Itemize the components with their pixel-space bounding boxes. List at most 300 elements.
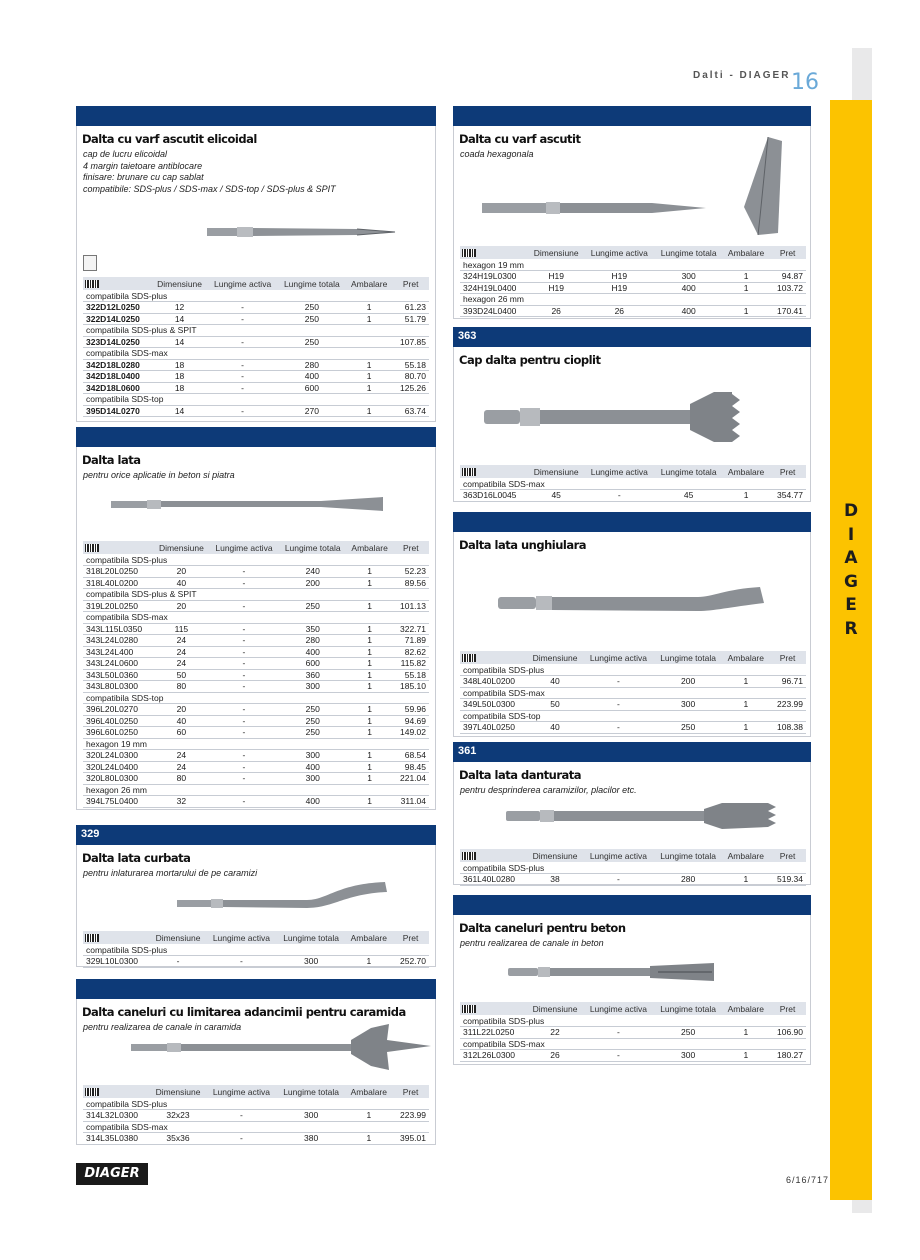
cell-code: 343L50L0360 [83,669,154,681]
toothed-chisel-image [506,799,780,833]
cell-tot: 280 [278,359,346,371]
column-header: Lungime totala [279,541,347,554]
sidebar-letter: D [843,501,859,521]
column-header: Lungime totala [277,1085,346,1098]
cell-tot: 300 [654,1050,723,1062]
cell-amb: 1 [347,669,393,681]
column-header: Ambalare [346,931,393,944]
table-row [460,282,806,294]
cell-tot: 300 [277,956,346,968]
cell-pret: 68.54 [393,750,429,762]
cell-code: 320L24L0400 [83,761,154,773]
group-label: compatibila SDS-plus [83,554,429,566]
cell-amb: 1 [347,600,393,612]
cell-tot: 200 [654,676,723,688]
table-row [460,699,806,711]
table-row [83,1133,429,1145]
table-header-row [460,651,806,664]
cell-act: - [208,302,278,314]
spec-table [83,541,429,808]
cell-code: 322D14L0250 [83,313,152,325]
product-title: Dalta cu varf ascutit [459,132,581,146]
section-header-bar [453,742,811,762]
cell-tot: 300 [654,699,723,711]
column-header: Ambalare [723,1002,770,1015]
group-label: compatibila SDS-max [460,687,806,699]
cell-act: - [209,577,279,589]
column-header: Pret [769,246,806,259]
table-group-row [83,348,429,360]
cell-tot: 250 [279,727,347,739]
cell-pret: 59.96 [393,704,429,716]
product-section [453,327,811,502]
cell-code: 342D18L0400 [83,371,152,383]
table-header-row [460,1002,806,1015]
product-title: Dalta lata danturata [459,768,582,782]
cell-act: - [208,336,278,348]
table-header-row [460,465,806,478]
cell-pret: 354.77 [769,490,806,502]
cell-amb: 1 [347,623,393,635]
cell-code: 396L20L0270 [83,704,154,716]
cell-pret: 55.18 [392,359,429,371]
cell-amb: 1 [723,874,770,886]
section-header-bar [453,327,811,347]
cell-tot: 250 [279,704,347,716]
product-section [453,895,811,1065]
group-label: hexagon 19 mm [83,738,429,750]
description-line: cap de lucru elicoidal [83,149,168,159]
spec-table [460,651,806,734]
table-group-row [83,325,429,337]
section-header-bar [76,825,436,845]
sidebar-letter: E [845,595,857,615]
cell-code: 343L24L0600 [83,658,154,670]
cell-amb: 1 [347,635,393,647]
curved-chisel-image [177,878,389,920]
cell-pret: 51.79 [392,313,429,325]
cell-dim: 20 [154,600,210,612]
cell-pret: 185.10 [393,681,429,693]
cell-code: 318L20L0250 [83,566,154,578]
table-row [83,359,429,371]
table-row [83,313,429,325]
group-label: compatibila SDS-plus [460,664,806,676]
table-row [83,371,429,383]
cell-code: 314L35L0380 [83,1133,150,1145]
cell-dim: 14 [152,313,208,325]
table-header-row [83,1085,429,1098]
column-header: Lungime totala [654,465,723,478]
table-row [83,727,429,739]
cell-dim: 20 [154,566,210,578]
cell-tot: 200 [279,577,347,589]
product-description [460,938,604,950]
table-row [83,623,429,635]
cell-dim: 26 [528,305,584,317]
cell-code: 349L50L0300 [460,699,527,711]
section-header-bar [76,979,436,999]
cell-code: 343L24L400 [83,646,154,658]
cell-act: - [209,646,279,658]
cell-code: 320L80L0300 [83,773,154,785]
bush-hammer-chisel-image [484,386,740,450]
table-header-row [460,246,806,259]
cell-tot: 250 [278,336,346,348]
column-header: Lungime activa [583,1002,653,1015]
hex-point-chisel-image [482,199,708,217]
cell-amb: 1 [723,722,770,734]
table-group-row [460,1015,806,1027]
group-label: compatibila SDS-plus [83,944,429,956]
column-header: Lungime activa [208,277,278,290]
column-header: Pret [392,931,429,944]
cell-act: H19 [584,282,654,294]
cell-pret: 101.13 [393,600,429,612]
cell-dim: 38 [527,874,583,886]
cell-code: 320L24L0300 [83,750,154,762]
cell-tot: 600 [278,382,346,394]
column-header: Ambalare [347,541,393,554]
cell-amb: 1 [723,271,769,283]
cell-code: 361L40L0280 [460,874,527,886]
group-label: compatibila SDS-max [83,612,429,624]
description-line: 4 margin taietoare antiblocare [83,160,203,171]
cell-tot: 300 [279,773,347,785]
column-header: Dimensiune [150,1085,206,1098]
barcode-column-header [83,1085,150,1098]
column-header: Lungime activa [584,465,654,478]
spec-table [460,1002,806,1062]
product-description [83,470,235,482]
description-line: pentru inlaturarea mortarului de pe caramizi [83,868,258,878]
cell-tot: 300 [279,681,347,693]
cell-act: H19 [584,271,654,283]
cell-code: 324H19L0300 [460,271,528,283]
cell-code: 395D14L0270 [83,405,152,417]
cell-tot: 280 [654,874,723,886]
cell-act: - [209,704,279,716]
cell-act: - [583,1027,653,1039]
cell-pret: 89.56 [393,577,429,589]
barcode-icon [462,468,476,476]
table-row [83,715,429,727]
cell-pret: 71.89 [393,635,429,647]
group-label: compatibila SDS-max [83,348,429,360]
cell-act: - [209,715,279,727]
cell-amb: 1 [723,699,770,711]
table-row [83,773,429,785]
table-group-row [460,294,806,306]
cell-pret: 80.70 [392,371,429,383]
table-row [83,796,429,808]
cell-amb [346,336,392,348]
cell-pret: 322.71 [393,623,429,635]
barcode-column-header [460,465,528,478]
cell-act: - [209,750,279,762]
column-header: Dimensiune [527,651,583,664]
cell-act: - [206,1110,276,1122]
cell-act: - [206,1133,276,1145]
footer-page-ref: 6/16/717 [786,1175,830,1185]
table-row [460,1027,806,1039]
group-label: hexagon 26 mm [460,294,806,306]
cell-dim: 50 [154,669,210,681]
cell-amb: 1 [347,577,393,589]
column-header: Ambalare [346,1085,393,1098]
cell-act: - [209,566,279,578]
cell-pret: 103.72 [769,282,806,294]
cell-act: - [209,669,279,681]
cell-tot: 400 [279,646,347,658]
spec-table [460,849,806,886]
cell-tot: 300 [277,1110,346,1122]
spec-table [83,1085,429,1145]
cell-pret: 52.23 [393,566,429,578]
cell-code: 348L40L0200 [460,676,527,688]
product-title: Cap dalta pentru cioplit [459,353,601,367]
description-line: compatibile: SDS-plus / SDS-max / SDS-top / SDS-plus & SPIT [83,183,336,194]
column-header: Lungime totala [654,246,723,259]
column-header: Dimensiune [528,246,584,259]
cell-dim: 12 [152,302,208,314]
table-row [460,1050,806,1062]
cell-tot: 250 [654,1027,723,1039]
yellow-sidebar [830,100,872,1200]
section-header-bar [76,427,436,447]
cell-dim: 80 [154,681,210,693]
table-row [83,1110,429,1122]
group-label: hexagon 26 mm [83,784,429,796]
group-label: hexagon 19 mm [460,259,806,271]
product-description [460,785,637,797]
cell-code: 311L22L0250 [460,1027,527,1039]
description-line: pentru desprinderea caramizilor, placilor etc. [460,785,637,795]
cell-amb: 1 [346,1110,393,1122]
cell-code: 363D16L0045 [460,490,528,502]
barcode-column-header [83,541,154,554]
cell-dim: 18 [152,382,208,394]
cell-dim: 24 [154,761,210,773]
table-row [83,302,429,314]
cell-code: 322D12L0250 [83,302,152,314]
cell-amb: 1 [723,1027,770,1039]
cell-amb: 1 [347,681,393,693]
table-row [83,704,429,716]
cell-pret: 94.87 [769,271,806,283]
group-label: compatibila SDS-plus [83,1098,429,1110]
column-header: Dimensiune [150,931,206,944]
group-label: compatibila SDS-max [460,1038,806,1050]
cell-pret: 223.99 [769,699,806,711]
cell-dim: 14 [152,405,208,417]
cell-tot: 280 [279,635,347,647]
cell-act: - [209,796,279,808]
column-header: Ambalare [346,277,392,290]
spec-table [83,931,429,968]
group-label: compatibila SDS-top [460,710,806,722]
cell-amb: 1 [346,313,392,325]
table-group-row [83,738,429,750]
cell-pret: 108.38 [769,722,806,734]
cell-act: - [209,681,279,693]
cell-amb: 1 [723,1050,770,1062]
table-row [460,722,806,734]
cell-code: 343L80L0300 [83,681,154,693]
spec-table [83,277,429,417]
cell-dim: 20 [154,704,210,716]
group-label: compatibila SDS-plus [460,1015,806,1027]
table-group-row [460,710,806,722]
cell-amb: 1 [346,956,393,968]
cell-act: 26 [584,305,654,317]
cell-pret: 311.04 [393,796,429,808]
barcode-column-header [460,1002,527,1015]
product-title: Dalta lata [82,453,141,467]
product-section [76,825,436,967]
cell-pret: 107.85 [392,336,429,348]
column-header: Ambalare [723,651,770,664]
column-header: Lungime totala [277,931,346,944]
cell-dim: 24 [154,646,210,658]
cell-pret: 149.02 [393,727,429,739]
product-title: Dalta caneluri pentru beton [459,921,626,935]
table-row [460,490,806,502]
cell-pret: 395.01 [392,1133,429,1145]
table-header-row [83,277,429,290]
cell-code: 397L40L0250 [460,722,527,734]
cell-act: - [584,490,654,502]
table-row [83,956,429,968]
cell-act: - [583,676,653,688]
cell-amb: 1 [723,305,769,317]
cell-dim: - [150,956,206,968]
cell-code: 396L60L0250 [83,727,154,739]
cell-pret: 252.70 [392,956,429,968]
cell-code: 319L20L0250 [83,600,154,612]
cell-amb: 1 [346,302,392,314]
cell-tot: 400 [278,371,346,383]
cell-act: - [206,956,276,968]
cell-pret: 96.71 [769,676,806,688]
cell-pret: 55.18 [393,669,429,681]
cell-pret: 106.90 [769,1027,806,1039]
product-code-badge: 329 [81,828,100,840]
table-group-row [460,664,806,676]
cell-dim: 40 [527,676,583,688]
cell-amb: 1 [723,282,769,294]
column-header: Lungime activa [209,541,279,554]
barcode-icon [85,280,99,288]
table-header-row [83,931,429,944]
cell-tot: 240 [279,566,347,578]
table-row [460,305,806,317]
cell-act: - [209,761,279,773]
cell-pret: 115.82 [393,658,429,670]
cell-act: - [208,382,278,394]
cell-act: - [583,699,653,711]
cell-tot: 400 [654,305,723,317]
cell-act: - [208,371,278,383]
spec-table [460,246,806,317]
cell-amb: 1 [347,646,393,658]
column-header: Ambalare [723,246,769,259]
column-header: Pret [769,465,806,478]
table-row [460,271,806,283]
column-header: Lungime totala [654,849,723,862]
table-row [83,646,429,658]
column-header: Lungime totala [278,277,346,290]
cell-dim: 40 [154,577,210,589]
sidebar-letter: G [844,571,858,592]
cell-tot: 400 [279,796,347,808]
cell-dim: 40 [527,722,583,734]
cell-pret: 82.62 [393,646,429,658]
table-row [83,750,429,762]
cell-code: 394L75L0400 [83,796,154,808]
cell-act: - [208,359,278,371]
column-header: Dimensiune [527,849,583,862]
product-section [453,106,811,319]
cell-dim: 35x36 [150,1133,206,1145]
cell-tot: 400 [654,282,723,294]
cell-dim: 40 [154,715,210,727]
barcode-icon [462,1005,476,1013]
table-row [83,566,429,578]
table-group-row [83,394,429,406]
cell-act: - [209,658,279,670]
cell-tot: 350 [279,623,347,635]
barcode-icon [462,249,476,257]
column-header: Lungime activa [206,1085,276,1098]
description-line: pentru realizarea de canale in caramida [83,1022,242,1032]
cell-act: - [209,773,279,785]
cell-dim: 14 [152,336,208,348]
table-row [83,382,429,394]
cell-tot: 250 [279,715,347,727]
cell-dim: 32 [154,796,210,808]
cell-amb: 1 [346,382,392,394]
cell-dim: 24 [154,658,210,670]
cell-dim: 18 [152,371,208,383]
barcode-column-header [83,277,152,290]
cell-dim: 22 [527,1027,583,1039]
table-row [83,635,429,647]
cell-code: 393D24L0400 [460,305,528,317]
barcode-icon [85,544,99,552]
concrete-groove-chisel-image [508,960,718,984]
column-header: Pret [769,849,806,862]
cell-amb: 1 [723,676,770,688]
product-title: Dalta cu varf ascutit elicoidal [82,132,257,146]
product-code-badge: 361 [458,745,477,757]
cell-pret: 61.23 [392,302,429,314]
cell-code: 318L40L0200 [83,577,154,589]
cell-code: 343L115L0350 [83,623,154,635]
cell-amb: 1 [347,704,393,716]
cell-act: - [209,635,279,647]
table-row [83,577,429,589]
cell-dim: H19 [528,271,584,283]
sidebar-brand-letters [830,500,872,641]
description-line: finisare: brunare cu cap sablat [83,172,204,183]
product-section [453,742,811,885]
column-header: Lungime totala [654,1002,723,1015]
group-label: compatibila SDS-top [83,394,429,406]
cell-amb: 1 [347,727,393,739]
cell-dim: 60 [154,727,210,739]
cell-dim: H19 [528,282,584,294]
